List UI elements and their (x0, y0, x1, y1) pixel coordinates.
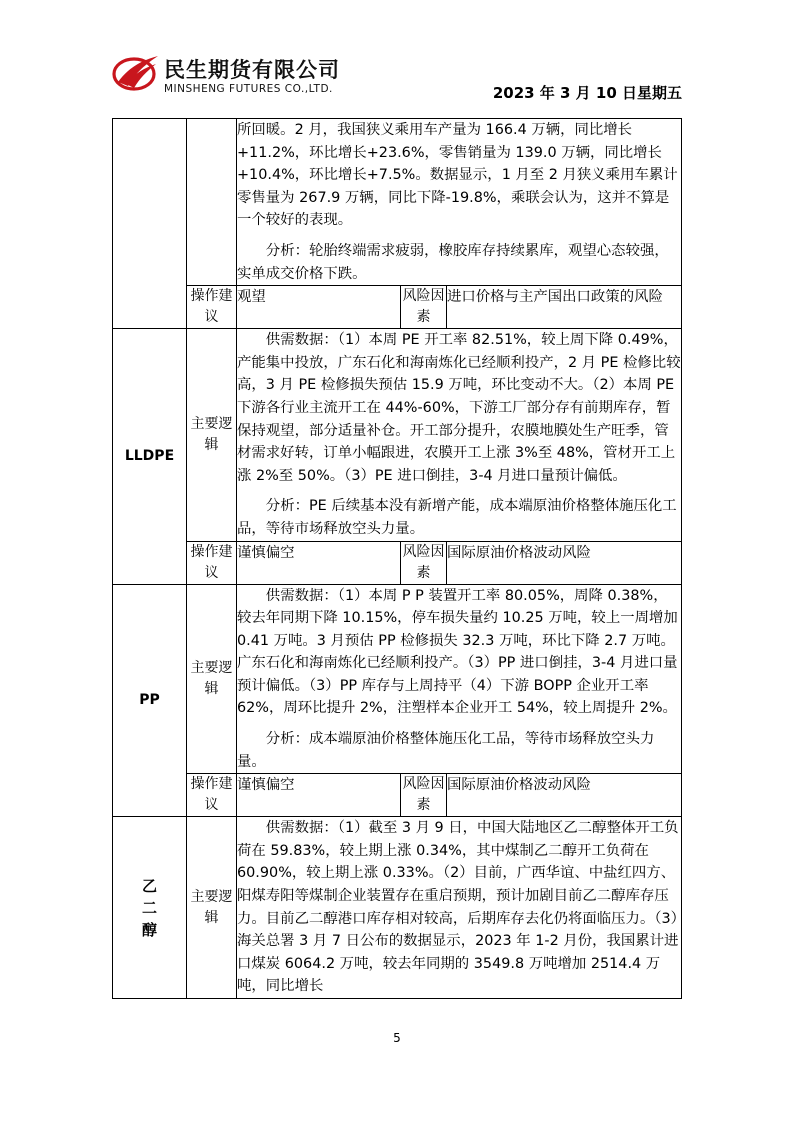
logic-content (237, 119, 682, 286)
logic-content (237, 584, 682, 774)
operation-label: 操作建议 (187, 286, 237, 329)
product-cell: LLDPE (113, 329, 187, 584)
logic-label: 主要逻辑 (187, 329, 237, 541)
table-row (113, 119, 682, 286)
minsheng-logo-icon (112, 52, 162, 92)
risk-label: 风险因素 (401, 541, 447, 584)
risk-value: 国际原油价格波动风险 (447, 774, 682, 817)
analysis-paragraph: 分析：PE 后续基本没有新增产能，成本端原油价格整体施压化工品，等待市场释放空头力量。 (237, 498, 677, 537)
logic-content (237, 329, 682, 541)
operation-value: 谨慎偏空 (237, 541, 401, 584)
operation-label: 操作建议 (187, 774, 237, 817)
table-row (113, 286, 682, 329)
table-row (113, 329, 682, 541)
supply-demand-paragraph: 所回暖。2 月，我国狭义乘用车产量为 166.4 万辆，同比增长+11.2%，环比增长+23.6%，零售销量为 139.0 万辆，同比增长+10.4%，环比增长+7.5%。数据显示，1 月至 2 月狭义乘用车累计零售量为 267.9 万辆，同比下降-19.8%，乘联会认为，这并不算是一个较好的表现。 (237, 122, 678, 229)
operation-value: 谨慎偏空 (237, 774, 401, 817)
analysis-paragraph: 分析：轮胎终端需求疲弱，橡胶库存持续累库，观望心态较强，实单成交价格下跌。 (237, 242, 669, 282)
page-header (112, 52, 682, 102)
risk-value: 进口价格与主产国出口政策的风险 (447, 286, 682, 329)
logo-english-name: MINSHENG FUTURES CO.,LTD. (164, 83, 333, 95)
table-row (113, 584, 682, 774)
logic-label: 主要逻辑 (187, 817, 237, 999)
product-name: 乙二醇 (141, 876, 157, 939)
supply-demand-paragraph: 供需数据：（1）本周 PE 开工率 82.51%，较上周下降 0.49%，产能集中投放，广东石化和海南炼化已经顺利投产，2 月 PE 检修比较高，3 月 PE 检修损失预估 15.9 万吨，环比变动不大。（2）本周 PE 下游各行业主流开工在 44%-60%，下游工厂部分存有前期库存，暂保持观望，部分适量补仓。开工部分提升，农膜地膜处生产旺季，管材需求好转，订单小幅跟进，农膜开工上涨 3%至 48%，管材开工上涨 2%至 50%。（3）PE 进口倒挂，3-4 月进口量预计偏低。 (237, 332, 681, 484)
logo-chinese-name: 民生期货有限公司 (164, 58, 340, 82)
report-date: 2023 年 3 月 10 日星期五 (492, 84, 682, 102)
risk-label: 风险因素 (401, 774, 447, 817)
operation-value: 观望 (237, 286, 401, 329)
logic-content (237, 817, 682, 999)
supply-demand-paragraph: 供需数据：（1）本周 P P 装置开工率 80.05%，周降 0.38%，较去年同期下降 10.15%，停车损失量约 10.25 万吨，较上一周增加 0.41 万吨。3 月预估 PP 检修损失 32.3 万吨，环比下降 2.7 万吨。广东石化和海南炼化已经顺利投产。（3）PP 进口倒挂，3-4 月进口量预计偏低。（3）PP 库存与上周持平（4）下游 BOPP 企业开工率 62%，周环比提升 2%，注塑样本企业开工 54%，较上周提升 2%。 (237, 587, 678, 717)
risk-label: 风险因素 (401, 286, 447, 329)
product-cell (113, 817, 187, 999)
table-row (113, 774, 682, 817)
table-row (113, 817, 682, 999)
operation-label: 操作建议 (187, 541, 237, 584)
risk-value: 国际原油价格波动风险 (447, 541, 682, 584)
commodity-table (112, 118, 682, 999)
product-cell (113, 119, 187, 329)
analysis-paragraph: 分析：成本端原油价格整体施压化工品，等待市场释放空头力量。 (237, 731, 655, 770)
supply-demand-paragraph: 供需数据：（1）截至 3 月 9 日，中国大陆地区乙二醇整体开工负荷在 59.83%，较上期上涨 0.34%，其中煤制乙二醇开工负荷在 60.90%，较上期上涨 0.33%。（2）目前，广西华谊、中盐红四方、阳煤寿阳等煤制企业装置存在重启预期，预计加剧目前乙二醇库存压力。目前乙二醇港口库存相对较高，后期库存去化仍将面临压力。（3）海关总署 3 月 7 日公布的数据显示，2023 年 1-2 月份，我国累计进口煤炭 6064.2 万吨，较去年同期的 3549.8 万吨增加 2514.4 万吨，同比增长 (237, 820, 679, 995)
logic-label: 主要逻辑 (187, 584, 237, 774)
product-cell: PP (113, 584, 187, 817)
company-logo (112, 52, 372, 102)
table-row (113, 541, 682, 584)
logic-label (187, 119, 237, 286)
page-number: 5 (393, 1031, 401, 1045)
